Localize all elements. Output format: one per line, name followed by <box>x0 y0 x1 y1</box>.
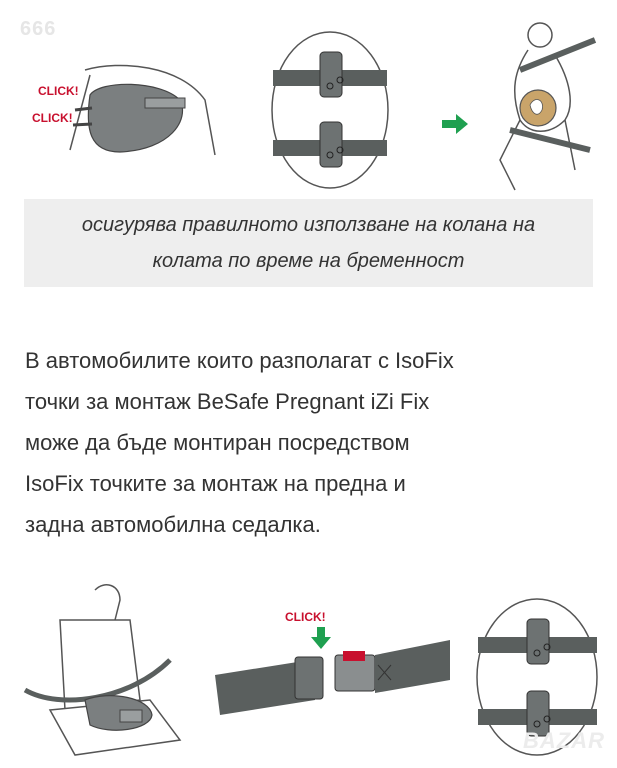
caption-line-2: колата по време на бременност <box>152 250 465 272</box>
car-seat-illustration <box>20 580 190 760</box>
click-label-bottom: CLICK! <box>285 610 326 624</box>
belt-clip-illustration-top <box>270 30 390 190</box>
buckle-click-illustration <box>215 605 450 725</box>
cushion-click-illustration <box>30 60 230 170</box>
pregnant-woman-illustration <box>480 10 600 195</box>
paragraph-line-4: IsoFix точките за монтаж на предна и <box>25 471 406 496</box>
paragraph-line-3: може да бъде монтиран посредством <box>25 430 410 455</box>
paragraph-line-2: точки за монтаж BeSafe Pregnant iZi Fix <box>25 389 430 414</box>
arrow-right-icon <box>440 112 470 136</box>
watermark-logo: BAZAR <box>523 728 605 753</box>
caption-box <box>24 199 593 287</box>
paragraph-line-1: В автомобилите които разполагат с IsoFix <box>25 348 454 373</box>
watermark-number: 666 <box>20 18 57 40</box>
description-paragraph <box>25 340 600 545</box>
paragraph-line-5: задна автомобилна седалка. <box>25 512 321 537</box>
caption-text <box>24 207 593 279</box>
click-label-2: CLICK! <box>32 111 73 125</box>
caption-line-1: осигурява правилното използване на колана на <box>81 214 536 236</box>
click-label-1: CLICK! <box>38 84 79 98</box>
